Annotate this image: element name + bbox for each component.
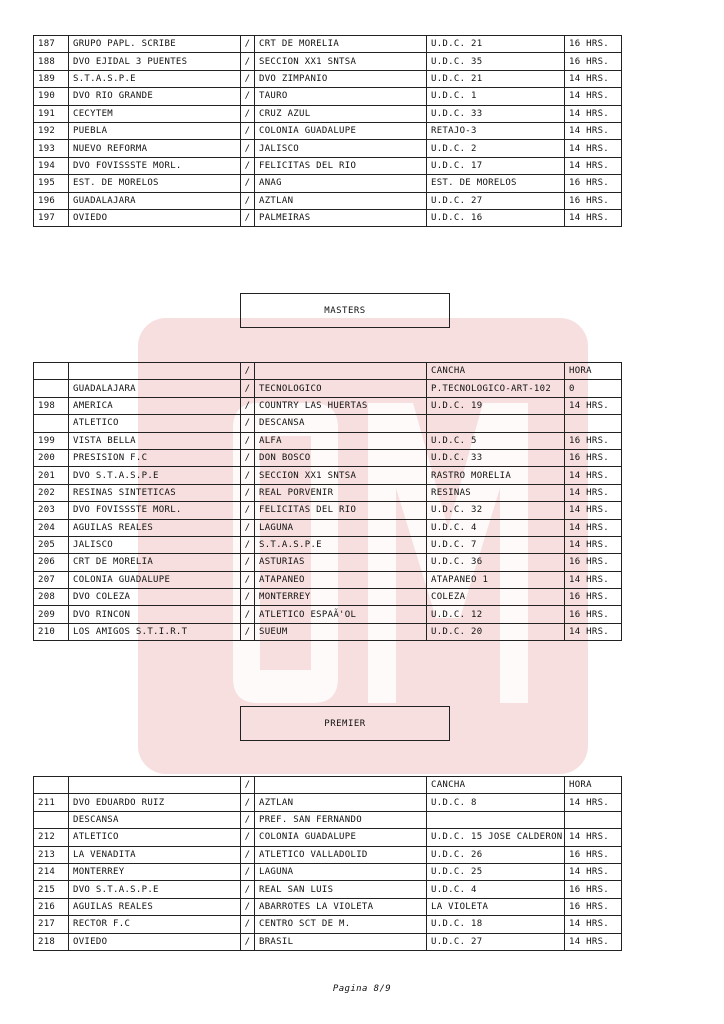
kickoff-time-cell: 16 HRS. bbox=[565, 606, 622, 623]
kickoff-time-cell: 14 HRS. bbox=[565, 916, 622, 933]
venue-cell: U.D.C. 25 bbox=[427, 863, 565, 880]
versus-separator-cell: / bbox=[241, 916, 255, 933]
versus-separator-cell: / bbox=[241, 554, 255, 571]
kickoff-time-cell: 16 HRS. bbox=[565, 53, 622, 70]
venue-cell: U.D.C. 17 bbox=[427, 157, 565, 174]
venue-cell: U.D.C. 12 bbox=[427, 606, 565, 623]
kickoff-time-cell: 16 HRS. bbox=[565, 432, 622, 449]
venue-cell: U.D.C. 18 bbox=[427, 916, 565, 933]
away-team-cell: COLONIA GUADALUPE bbox=[255, 829, 427, 846]
away-team-cell: CRUZ AZUL bbox=[255, 105, 427, 122]
home-team-cell: GUADALAJARA bbox=[69, 380, 241, 397]
home-team-cell: S.T.A.S.P.E bbox=[69, 70, 241, 87]
table-row bbox=[34, 536, 622, 553]
table-row bbox=[34, 589, 622, 606]
match-number-cell: 194 bbox=[34, 157, 69, 174]
venue-cell: U.D.C. 4 bbox=[427, 519, 565, 536]
table-row bbox=[34, 606, 622, 623]
section-title-premier bbox=[240, 706, 450, 741]
kickoff-time-cell: 14 HRS. bbox=[565, 157, 622, 174]
kickoff-time-cell: 14 HRS. bbox=[565, 70, 622, 87]
venue-cell: CANCHA bbox=[427, 777, 565, 794]
venue-cell: U.D.C. 8 bbox=[427, 794, 565, 811]
versus-separator-cell: / bbox=[241, 415, 255, 432]
versus-separator-cell: / bbox=[241, 449, 255, 466]
away-team-cell: CENTRO SCT DE M. bbox=[255, 916, 427, 933]
venue-cell: EST. DE MORELOS bbox=[427, 175, 565, 192]
venue-cell: U.D.C. 26 bbox=[427, 846, 565, 863]
match-number-cell: 217 bbox=[34, 916, 69, 933]
away-team-cell: SUEUM bbox=[255, 623, 427, 640]
away-team-cell: AZTLAN bbox=[255, 794, 427, 811]
venue-cell: RETAJO-3 bbox=[427, 122, 565, 139]
fixtures-table-top bbox=[33, 35, 622, 227]
table-row bbox=[34, 554, 622, 571]
match-number-cell: 212 bbox=[34, 829, 69, 846]
versus-separator-cell: / bbox=[241, 175, 255, 192]
table-row bbox=[34, 175, 622, 192]
venue-cell: U.D.C. 1 bbox=[427, 88, 565, 105]
home-team-cell: AGUILAS REALES bbox=[69, 898, 241, 915]
versus-separator-cell: / bbox=[241, 571, 255, 588]
kickoff-time-cell: 0 bbox=[565, 380, 622, 397]
table-row bbox=[34, 846, 622, 863]
away-team-cell bbox=[255, 363, 427, 380]
table-row bbox=[34, 88, 622, 105]
home-team-cell: DVO RINCON bbox=[69, 606, 241, 623]
versus-separator-cell: / bbox=[241, 36, 255, 53]
venue-cell bbox=[427, 415, 565, 432]
home-team-cell: DVO EDUARDO RUIZ bbox=[69, 794, 241, 811]
kickoff-time-cell: 16 HRS. bbox=[565, 192, 622, 209]
venue-cell: U.D.C. 27 bbox=[427, 192, 565, 209]
away-team-cell: SECCION XX1 SNTSA bbox=[255, 53, 427, 70]
venue-cell: RASTRO MORELIA bbox=[427, 467, 565, 484]
home-team-cell: CECYTEM bbox=[69, 105, 241, 122]
away-team-cell: COLONIA GUADALUPE bbox=[255, 122, 427, 139]
table-row bbox=[34, 70, 622, 87]
table-row bbox=[34, 881, 622, 898]
venue-cell: U.D.C. 27 bbox=[427, 933, 565, 950]
kickoff-time-cell: 16 HRS. bbox=[565, 589, 622, 606]
fixtures-table-masters bbox=[33, 362, 622, 641]
home-team-cell: GUADALAJARA bbox=[69, 192, 241, 209]
venue-cell: U.D.C. 36 bbox=[427, 554, 565, 571]
kickoff-time-cell: 16 HRS. bbox=[565, 175, 622, 192]
kickoff-time-cell: 14 HRS. bbox=[565, 397, 622, 414]
home-team-cell: DESCANSA bbox=[69, 811, 241, 828]
table-row bbox=[34, 192, 622, 209]
venue-cell: P.TECNOLOGICO-ART-102 bbox=[427, 380, 565, 397]
table-row bbox=[34, 36, 622, 53]
away-team-cell: CRT DE MORELIA bbox=[255, 36, 427, 53]
kickoff-time-cell: 14 HRS. bbox=[565, 519, 622, 536]
venue-cell: U.D.C. 19 bbox=[427, 397, 565, 414]
away-team-cell: ALFA bbox=[255, 432, 427, 449]
away-team-cell: DESCANSA bbox=[255, 415, 427, 432]
venue-cell: U.D.C. 7 bbox=[427, 536, 565, 553]
versus-separator-cell: / bbox=[241, 863, 255, 880]
away-team-cell: TAURO bbox=[255, 88, 427, 105]
home-team-cell: JALISCO bbox=[69, 536, 241, 553]
kickoff-time-cell: 14 HRS. bbox=[565, 502, 622, 519]
kickoff-time-cell: 16 HRS. bbox=[565, 881, 622, 898]
match-number-cell: 202 bbox=[34, 484, 69, 501]
away-team-cell: DVO ZIMPANIO bbox=[255, 70, 427, 87]
kickoff-time-cell: 14 HRS. bbox=[565, 467, 622, 484]
venue-cell: LA VIOLETA bbox=[427, 898, 565, 915]
versus-separator-cell: / bbox=[241, 397, 255, 414]
table-row bbox=[34, 829, 622, 846]
kickoff-time-cell: 16 HRS. bbox=[565, 449, 622, 466]
venue-cell: U.D.C. 33 bbox=[427, 105, 565, 122]
away-team-cell: FELICITAS DEL RIO bbox=[255, 157, 427, 174]
kickoff-time-cell: 16 HRS. bbox=[565, 36, 622, 53]
match-number-cell: 193 bbox=[34, 140, 69, 157]
kickoff-time-cell: 14 HRS. bbox=[565, 122, 622, 139]
versus-separator-cell: / bbox=[241, 70, 255, 87]
versus-separator-cell: / bbox=[241, 502, 255, 519]
away-team-cell: LAGUNA bbox=[255, 519, 427, 536]
home-team-cell: ATLETICO bbox=[69, 829, 241, 846]
table-row bbox=[34, 363, 622, 380]
away-team-cell: PALMEIRAS bbox=[255, 209, 427, 226]
home-team-cell: DVO COLEZA bbox=[69, 589, 241, 606]
home-team-cell: DVO RIO GRANDE bbox=[69, 88, 241, 105]
match-number-cell: 191 bbox=[34, 105, 69, 122]
away-team-cell: FELICITAS DEL RIO bbox=[255, 502, 427, 519]
versus-separator-cell: / bbox=[241, 519, 255, 536]
versus-separator-cell: / bbox=[241, 467, 255, 484]
versus-separator-cell: / bbox=[241, 380, 255, 397]
match-number-cell: 199 bbox=[34, 432, 69, 449]
match-number-cell: 200 bbox=[34, 449, 69, 466]
away-team-cell: REAL SAN LUIS bbox=[255, 881, 427, 898]
match-number-cell: 189 bbox=[34, 70, 69, 87]
kickoff-time-cell: 14 HRS. bbox=[565, 829, 622, 846]
kickoff-time-cell bbox=[565, 811, 622, 828]
versus-separator-cell: / bbox=[241, 589, 255, 606]
match-number-cell bbox=[34, 811, 69, 828]
away-team-cell bbox=[255, 777, 427, 794]
match-number-cell: 216 bbox=[34, 898, 69, 915]
venue-cell bbox=[427, 811, 565, 828]
match-number-cell bbox=[34, 415, 69, 432]
table-row bbox=[34, 811, 622, 828]
away-team-cell: COUNTRY LAS HUERTAS bbox=[255, 397, 427, 414]
fixtures-table-premier bbox=[33, 776, 622, 951]
venue-cell: U.D.C. 16 bbox=[427, 209, 565, 226]
versus-separator-cell: / bbox=[241, 623, 255, 640]
versus-separator-cell: / bbox=[241, 881, 255, 898]
home-team-cell: NUEVO REFORMA bbox=[69, 140, 241, 157]
home-team-cell: RESINAS SINTETICAS bbox=[69, 484, 241, 501]
match-number-cell: 197 bbox=[34, 209, 69, 226]
table-row bbox=[34, 105, 622, 122]
away-team-cell: DON BOSCO bbox=[255, 449, 427, 466]
match-number-cell: 210 bbox=[34, 623, 69, 640]
match-number-cell: 201 bbox=[34, 467, 69, 484]
versus-separator-cell: / bbox=[241, 53, 255, 70]
match-number-cell: 211 bbox=[34, 794, 69, 811]
table-row bbox=[34, 898, 622, 915]
table-row bbox=[34, 467, 622, 484]
kickoff-time-cell: 16 HRS. bbox=[565, 554, 622, 571]
home-team-cell: DVO FOVISSSTE MORL. bbox=[69, 502, 241, 519]
home-team-cell: OVIEDO bbox=[69, 933, 241, 950]
home-team-cell: COLONIA GUADALUPE bbox=[69, 571, 241, 588]
away-team-cell: S.T.A.S.P.E bbox=[255, 536, 427, 553]
home-team-cell: DVO S.T.A.S.P.E bbox=[69, 467, 241, 484]
away-team-cell: REAL PORVENIR bbox=[255, 484, 427, 501]
table-row bbox=[34, 484, 622, 501]
kickoff-time-cell: 14 HRS. bbox=[565, 536, 622, 553]
venue-cell: U.D.C. 21 bbox=[427, 36, 565, 53]
home-team-cell bbox=[69, 777, 241, 794]
venue-cell: U.D.C. 5 bbox=[427, 432, 565, 449]
venue-cell: U.D.C. 35 bbox=[427, 53, 565, 70]
versus-separator-cell: / bbox=[241, 933, 255, 950]
home-team-cell: LOS AMIGOS S.T.I.R.T bbox=[69, 623, 241, 640]
versus-separator-cell: / bbox=[241, 484, 255, 501]
venue-cell: U.D.C. 21 bbox=[427, 70, 565, 87]
away-team-cell: ATAPANEO bbox=[255, 571, 427, 588]
away-team-cell: ATLETICO VALLADOLID bbox=[255, 846, 427, 863]
kickoff-time-cell: 14 HRS. bbox=[565, 863, 622, 880]
match-number-cell: 195 bbox=[34, 175, 69, 192]
versus-separator-cell: / bbox=[241, 105, 255, 122]
versus-separator-cell: / bbox=[241, 829, 255, 846]
kickoff-time-cell bbox=[565, 415, 622, 432]
away-team-cell: PREF. SAN FERNANDO bbox=[255, 811, 427, 828]
table-row bbox=[34, 53, 622, 70]
versus-separator-cell: / bbox=[241, 192, 255, 209]
home-team-cell: MONTERREY bbox=[69, 863, 241, 880]
away-team-cell: SECCION XX1 SNTSA bbox=[255, 467, 427, 484]
home-team-cell: PRESISION F.C bbox=[69, 449, 241, 466]
match-number-cell: 209 bbox=[34, 606, 69, 623]
table-row bbox=[34, 122, 622, 139]
away-team-cell: TECNOLOGICO bbox=[255, 380, 427, 397]
match-number-cell: 207 bbox=[34, 571, 69, 588]
versus-separator-cell: / bbox=[241, 898, 255, 915]
away-team-cell: LAGUNA bbox=[255, 863, 427, 880]
match-number-cell: 205 bbox=[34, 536, 69, 553]
table-row bbox=[34, 157, 622, 174]
table-row bbox=[34, 863, 622, 880]
away-team-cell: MONTERREY bbox=[255, 589, 427, 606]
page-number: Pagina 8/9 bbox=[332, 984, 392, 994]
home-team-cell: OVIEDO bbox=[69, 209, 241, 226]
kickoff-time-cell: 14 HRS. bbox=[565, 794, 622, 811]
versus-separator-cell: / bbox=[241, 536, 255, 553]
kickoff-time-cell: 16 HRS. bbox=[565, 846, 622, 863]
match-number-cell: 187 bbox=[34, 36, 69, 53]
venue-cell: U.D.C. 4 bbox=[427, 881, 565, 898]
table-row bbox=[34, 502, 622, 519]
match-number-cell bbox=[34, 363, 69, 380]
versus-separator-cell: / bbox=[241, 140, 255, 157]
home-team-cell: AMERICA bbox=[69, 397, 241, 414]
versus-separator-cell: / bbox=[241, 846, 255, 863]
kickoff-time-cell: 14 HRS. bbox=[565, 209, 622, 226]
away-team-cell: ABARROTES LA VIOLETA bbox=[255, 898, 427, 915]
home-team-cell: EST. DE MORELOS bbox=[69, 175, 241, 192]
table-row bbox=[34, 916, 622, 933]
home-team-cell: ATLETICO bbox=[69, 415, 241, 432]
venue-cell: U.D.C. 2 bbox=[427, 140, 565, 157]
venue-cell: ATAPANEO 1 bbox=[427, 571, 565, 588]
versus-separator-cell: / bbox=[241, 363, 255, 380]
table-row bbox=[34, 432, 622, 449]
versus-separator-cell: / bbox=[241, 777, 255, 794]
section-title-text: PREMIER bbox=[324, 718, 366, 729]
away-team-cell: JALISCO bbox=[255, 140, 427, 157]
away-team-cell: ATLETICO ESPAÃ'OL bbox=[255, 606, 427, 623]
table-row bbox=[34, 777, 622, 794]
away-team-cell: AZTLAN bbox=[255, 192, 427, 209]
kickoff-time-cell: 14 HRS. bbox=[565, 88, 622, 105]
kickoff-time-cell: 14 HRS. bbox=[565, 623, 622, 640]
versus-separator-cell: / bbox=[241, 432, 255, 449]
kickoff-time-cell: 16 HRS. bbox=[565, 898, 622, 915]
home-team-cell: VISTA BELLA bbox=[69, 432, 241, 449]
away-team-cell: BRASIL bbox=[255, 933, 427, 950]
match-number-cell: 192 bbox=[34, 122, 69, 139]
venue-cell: U.D.C. 33 bbox=[427, 449, 565, 466]
table-row bbox=[34, 209, 622, 226]
kickoff-time-cell: 14 HRS. bbox=[565, 933, 622, 950]
match-number-cell bbox=[34, 777, 69, 794]
venue-cell: U.D.C. 20 bbox=[427, 623, 565, 640]
kickoff-time-cell: HORA bbox=[565, 777, 622, 794]
versus-separator-cell: / bbox=[241, 794, 255, 811]
venue-cell: U.D.C. 15 JOSE CALDERON bbox=[427, 829, 565, 846]
versus-separator-cell: / bbox=[241, 811, 255, 828]
versus-separator-cell: / bbox=[241, 88, 255, 105]
table-row bbox=[34, 519, 622, 536]
section-title-text: MASTERS bbox=[324, 305, 366, 316]
kickoff-time-cell: 14 HRS. bbox=[565, 484, 622, 501]
match-number-cell: 218 bbox=[34, 933, 69, 950]
versus-separator-cell: / bbox=[241, 209, 255, 226]
match-number-cell: 206 bbox=[34, 554, 69, 571]
table-row bbox=[34, 571, 622, 588]
match-number-cell: 196 bbox=[34, 192, 69, 209]
home-team-cell: PUEBLA bbox=[69, 122, 241, 139]
match-number-cell: 215 bbox=[34, 881, 69, 898]
table-row bbox=[34, 933, 622, 950]
kickoff-time-cell: HORA bbox=[565, 363, 622, 380]
kickoff-time-cell: 14 HRS. bbox=[565, 105, 622, 122]
away-team-cell: ANAG bbox=[255, 175, 427, 192]
home-team-cell: AGUILAS REALES bbox=[69, 519, 241, 536]
match-number-cell: 208 bbox=[34, 589, 69, 606]
match-number-cell: 213 bbox=[34, 846, 69, 863]
versus-separator-cell: / bbox=[241, 606, 255, 623]
match-number-cell: 190 bbox=[34, 88, 69, 105]
table-row bbox=[34, 794, 622, 811]
home-team-cell: LA VENADITA bbox=[69, 846, 241, 863]
match-number-cell: 188 bbox=[34, 53, 69, 70]
kickoff-time-cell: 14 HRS. bbox=[565, 140, 622, 157]
table-row bbox=[34, 380, 622, 397]
venue-cell: RESINAS bbox=[427, 484, 565, 501]
venue-cell: COLEZA bbox=[427, 589, 565, 606]
match-number-cell bbox=[34, 380, 69, 397]
versus-separator-cell: / bbox=[241, 157, 255, 174]
home-team-cell: GRUPO PAPL. SCRIBE bbox=[69, 36, 241, 53]
home-team-cell: RECTOR F.C bbox=[69, 916, 241, 933]
home-team-cell: CRT DE MORELIA bbox=[69, 554, 241, 571]
match-number-cell: 198 bbox=[34, 397, 69, 414]
home-team-cell: DVO FOVISSSTE MORL. bbox=[69, 157, 241, 174]
home-team-cell: DVO S.T.A.S.P.E bbox=[69, 881, 241, 898]
versus-separator-cell: / bbox=[241, 122, 255, 139]
kickoff-time-cell: 14 HRS. bbox=[565, 571, 622, 588]
home-team-cell: DVO EJIDAL 3 PUENTES bbox=[69, 53, 241, 70]
section-title-masters bbox=[240, 293, 450, 328]
match-number-cell: 203 bbox=[34, 502, 69, 519]
match-number-cell: 204 bbox=[34, 519, 69, 536]
table-row bbox=[34, 415, 622, 432]
table-row bbox=[34, 449, 622, 466]
table-row bbox=[34, 397, 622, 414]
table-row bbox=[34, 140, 622, 157]
venue-cell: U.D.C. 32 bbox=[427, 502, 565, 519]
away-team-cell: ASTURIAS bbox=[255, 554, 427, 571]
table-row bbox=[34, 623, 622, 640]
home-team-cell bbox=[69, 363, 241, 380]
venue-cell: CANCHA bbox=[427, 363, 565, 380]
match-number-cell: 214 bbox=[34, 863, 69, 880]
